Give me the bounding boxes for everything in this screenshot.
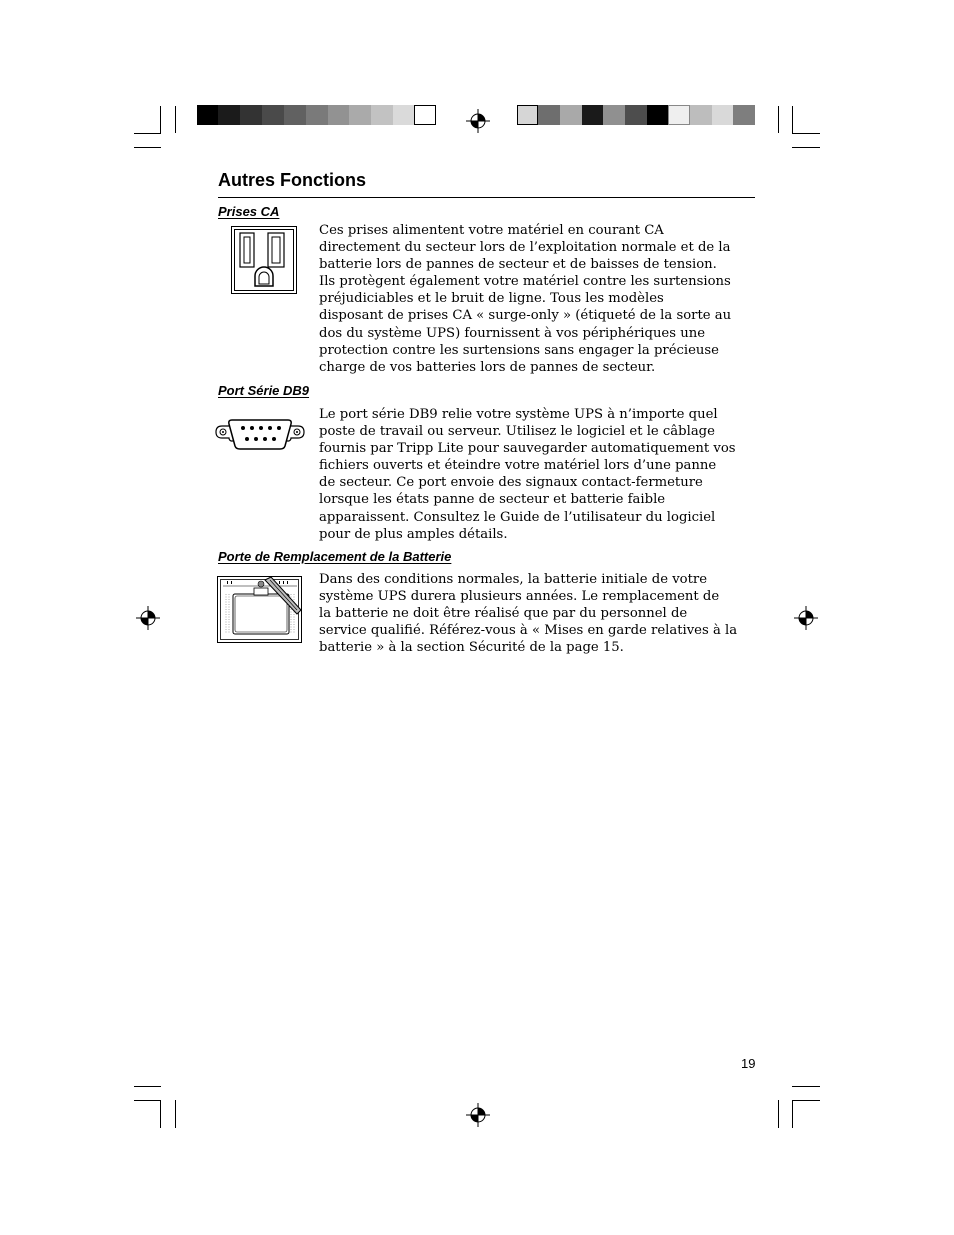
feature-heading-battery-door: Porte de Remplacement de la Batterie <box>218 549 452 564</box>
ac-outlet-icon <box>231 226 297 294</box>
registration-mark-icon <box>136 606 160 630</box>
feature-heading-ac-outlets: Prises CA <box>218 204 280 219</box>
feature-description-db9-port: Le port série DB9 relie votre système UPS à n’importe quel poste de travail ou serveur. Utilisez le logiciel et le câblage fournis par Tripp Lite pour sauvegarder automatiquement vos fichiers ouverts et éteindre votre matériel lors d’une panne de secteur. Ce port envoie des signaux contact-fermeture lorsque les états panne de secteur et batterie faible apparaissent. Consultez le Guide de l’utilisateur du logiciel pour de plus amples détails. <box>319 407 736 542</box>
registration-mark-icon <box>466 109 490 133</box>
feature-description-ac-outlets: Ces prises alimentent votre matériel en courant CA directement du secteur lors de l’exploitation normale et de la batterie lors de pannes de secteur et de baisses de tension. Ils protègent également votre matériel contre les surtensions préjudiciables et le bruit de ligne. Tous les modèles disposant de prises CA « surge-only » (étiqueté de la sorte au dos du système UPS) fournissent à vos périphériques une protection contre les surtensions sans engager la précieuse charge de vos batteries lors de pannes de secteur. <box>319 223 732 375</box>
registration-mark-icon <box>466 1103 490 1127</box>
db9-port-icon <box>215 412 305 452</box>
feature-heading-db9-port: Port Série DB9 <box>218 383 310 398</box>
title-rule <box>218 197 755 198</box>
page-title: Autres Fonctions <box>218 170 367 190</box>
feature-description-battery-door: Dans des conditions normales, la batterie initiale de votre système UPS durera plusieurs années. Le remplacement de la batterie ne doit être réalisé que par du personnel de service qualifié. Référez-vous à « Mises en garde relatives à la batterie » à la section Sécurité de la page 15. <box>319 572 738 656</box>
page-number: 19 <box>741 1056 756 1071</box>
registration-mark-icon <box>794 606 818 630</box>
battery-door-icon <box>217 576 303 644</box>
